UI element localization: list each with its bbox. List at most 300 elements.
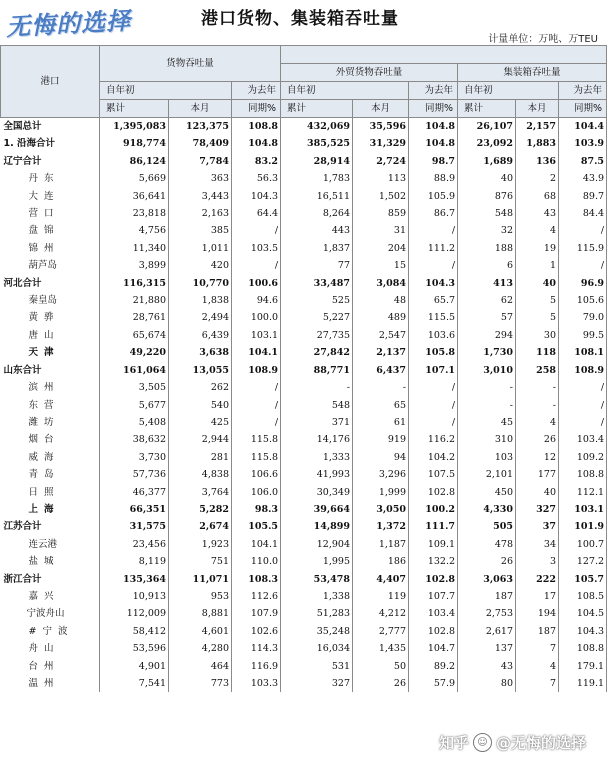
table-cell: 5 <box>516 309 559 326</box>
port-name: #宁波 <box>1 623 100 640</box>
header-port: 港口 <box>1 46 100 118</box>
header-since-start: 自年初 <box>458 82 559 100</box>
header-vs-last-year: 为去年 <box>232 82 281 100</box>
table-cell: 108.5 <box>559 588 607 605</box>
table-row <box>1 484 607 501</box>
table-row <box>1 588 607 605</box>
table-cell: 135,364 <box>100 571 169 588</box>
table-cell: 99.5 <box>559 327 607 344</box>
header-yoy-pct: 同期% <box>409 100 458 118</box>
table-cell: 80 <box>458 675 516 692</box>
table-cell: 43 <box>516 205 559 222</box>
table-cell: 104.4 <box>559 118 607 136</box>
table-cell: 89.2 <box>409 658 458 675</box>
table-cell: 413 <box>458 275 516 292</box>
table-cell: 478 <box>458 536 516 553</box>
table-cell: 78,409 <box>169 135 232 152</box>
table-cell: 11,340 <box>100 240 169 257</box>
table-row <box>1 605 607 622</box>
table-cell: 7 <box>516 640 559 657</box>
table-cell: - <box>458 397 516 414</box>
port-name: 日照 <box>1 484 100 501</box>
table-cell: 531 <box>281 658 353 675</box>
port-name: 嘉兴 <box>1 588 100 605</box>
table-cell: 107.7 <box>409 588 458 605</box>
port-name: 丹东 <box>1 170 100 187</box>
table-cell: 103.1 <box>232 327 281 344</box>
port-name: 台州 <box>1 658 100 675</box>
table-cell: 35,596 <box>353 118 409 136</box>
table-cell: 102.6 <box>232 623 281 640</box>
table-cell: 4 <box>516 658 559 675</box>
table-cell: 86.7 <box>409 205 458 222</box>
table-cell: 104.7 <box>409 640 458 657</box>
throughput-table <box>0 45 607 692</box>
port-name: 黄骅 <box>1 309 100 326</box>
table-cell: 258 <box>516 362 559 379</box>
table-cell: 1,011 <box>169 240 232 257</box>
table-cell: 161,064 <box>100 362 169 379</box>
table-cell: 1,995 <box>281 553 353 570</box>
table-cell: 100.7 <box>559 536 607 553</box>
table-cell: 100.0 <box>232 309 281 326</box>
port-name: 滨州 <box>1 379 100 396</box>
watermark <box>439 732 586 753</box>
header-this-month: 本月 <box>516 100 559 118</box>
table-cell: 1,783 <box>281 170 353 187</box>
table-cell: 8,264 <box>281 205 353 222</box>
table-cell: 64.4 <box>232 205 281 222</box>
table-cell: 3,063 <box>458 571 516 588</box>
table-cell: 222 <box>516 571 559 588</box>
port-name: 江苏合计 <box>1 518 100 535</box>
table-cell: 105.9 <box>409 188 458 205</box>
table-cell: 61 <box>353 414 409 431</box>
table-cell: 45 <box>458 414 516 431</box>
table-row <box>1 466 607 483</box>
table-cell: 40 <box>516 484 559 501</box>
table-cell: 98.7 <box>409 153 458 170</box>
table-cell: 104.3 <box>232 188 281 205</box>
table-cell: 43.9 <box>559 170 607 187</box>
table-cell: 104.1 <box>232 344 281 361</box>
table-cell: 918,774 <box>100 135 169 152</box>
table-cell: 204 <box>353 240 409 257</box>
table-cell: 118 <box>516 344 559 361</box>
port-name: 宁波舟山 <box>1 605 100 622</box>
table-row <box>1 327 607 344</box>
table-cell: 103.5 <box>232 240 281 257</box>
table-cell: 108.1 <box>559 344 607 361</box>
table-cell: 2,724 <box>353 153 409 170</box>
table-cell: / <box>409 257 458 274</box>
table-cell: 1,883 <box>516 135 559 152</box>
table-cell: 751 <box>169 553 232 570</box>
table-cell: 31 <box>353 222 409 239</box>
table-row <box>1 571 607 588</box>
table-cell: 115.8 <box>232 449 281 466</box>
table-cell: 10,913 <box>100 588 169 605</box>
watermark-author: @无悔的选择 <box>495 734 586 752</box>
table-cell: 26 <box>353 675 409 692</box>
table-cell: 113 <box>353 170 409 187</box>
table-cell: 187 <box>458 588 516 605</box>
table-cell: / <box>409 222 458 239</box>
table-cell: 3,050 <box>353 501 409 518</box>
table-cell: 1,837 <box>281 240 353 257</box>
table-cell: 103.3 <box>232 675 281 692</box>
table-cell: 65 <box>353 397 409 414</box>
table-cell: 327 <box>516 501 559 518</box>
table-cell: 119.1 <box>559 675 607 692</box>
table-cell: 443 <box>281 222 353 239</box>
table-cell: 110.0 <box>232 553 281 570</box>
table-cell: 2,547 <box>353 327 409 344</box>
table-row <box>1 188 607 205</box>
table-cell: 371 <box>281 414 353 431</box>
table-cell: 109.2 <box>559 449 607 466</box>
table-cell: 420 <box>169 257 232 274</box>
table-cell: 77 <box>281 257 353 274</box>
header-vs-last-year: 为去年 <box>409 82 458 100</box>
table-cell: 16,034 <box>281 640 353 657</box>
table-cell: / <box>409 414 458 431</box>
table-cell: 46,377 <box>100 484 169 501</box>
table-row <box>1 536 607 553</box>
port-name: 盘锦 <box>1 222 100 239</box>
table-cell: 6,437 <box>353 362 409 379</box>
table-cell: 88.9 <box>409 170 458 187</box>
port-name: 辽宁合计 <box>1 153 100 170</box>
table-cell: 26 <box>516 431 559 448</box>
table-cell: 65.7 <box>409 292 458 309</box>
table-cell: 4,330 <box>458 501 516 518</box>
table-cell: 108.8 <box>232 118 281 136</box>
table-cell: 3,638 <box>169 344 232 361</box>
table-cell: 57,736 <box>100 466 169 483</box>
table-cell: 57 <box>458 309 516 326</box>
table-row <box>1 553 607 570</box>
table-cell: 16,511 <box>281 188 353 205</box>
table-cell: 107.5 <box>409 466 458 483</box>
table-cell: 194 <box>516 605 559 622</box>
table-cell: 102.8 <box>409 571 458 588</box>
table-cell: 4 <box>516 414 559 431</box>
table-cell: 28,761 <box>100 309 169 326</box>
table-row <box>1 153 607 170</box>
table-cell: 2,944 <box>169 431 232 448</box>
table-row <box>1 449 607 466</box>
table-cell: 112.6 <box>232 588 281 605</box>
table-cell: 104.8 <box>409 135 458 152</box>
port-name: 温州 <box>1 675 100 692</box>
table-cell: 114.3 <box>232 640 281 657</box>
table-cell: 5,227 <box>281 309 353 326</box>
table-cell: 4,756 <box>100 222 169 239</box>
table-cell: 39,664 <box>281 501 353 518</box>
table-row <box>1 658 607 675</box>
zhihu-avatar-icon: ☺ <box>473 733 492 752</box>
port-name: 全国总计 <box>1 118 100 136</box>
table-cell: 3,505 <box>100 379 169 396</box>
port-name: 唐山 <box>1 327 100 344</box>
table-cell: 186 <box>353 553 409 570</box>
table-cell: 1,838 <box>169 292 232 309</box>
table-cell: 33,487 <box>281 275 353 292</box>
table-cell: 5,408 <box>100 414 169 431</box>
table-cell: / <box>409 379 458 396</box>
table-cell: 53,596 <box>100 640 169 657</box>
table-cell: 4,407 <box>353 571 409 588</box>
table-cell: / <box>559 379 607 396</box>
table-row <box>1 292 607 309</box>
table-cell: - <box>281 379 353 396</box>
table-row <box>1 640 607 657</box>
table-cell: / <box>559 222 607 239</box>
table-cell: 105.8 <box>409 344 458 361</box>
table-row <box>1 170 607 187</box>
table-cell: 105.5 <box>232 518 281 535</box>
table-cell: 4,601 <box>169 623 232 640</box>
table-cell: 105.6 <box>559 292 607 309</box>
table-row <box>1 135 607 152</box>
header-yoy-pct: 同期% <box>232 100 281 118</box>
table-cell: 87.5 <box>559 153 607 170</box>
table-cell: 102.8 <box>409 623 458 640</box>
header-container-group: 集装箱吞吐量 <box>458 64 607 82</box>
table-cell: 5 <box>516 292 559 309</box>
table-cell: 34 <box>516 536 559 553</box>
table-cell: 12,904 <box>281 536 353 553</box>
table-cell: 7,541 <box>100 675 169 692</box>
table-cell: 112.1 <box>559 484 607 501</box>
table-cell: 385 <box>169 222 232 239</box>
table-cell: / <box>232 379 281 396</box>
table-cell: 23,456 <box>100 536 169 553</box>
table-cell: 103.9 <box>559 135 607 152</box>
table-cell: 432,069 <box>281 118 353 136</box>
logo: 无悔的选择 <box>5 5 132 42</box>
table-cell: 111.2 <box>409 240 458 257</box>
port-name: 盐城 <box>1 553 100 570</box>
table-cell: 107.9 <box>232 605 281 622</box>
table-cell: 31,329 <box>353 135 409 152</box>
table-cell: 116.9 <box>232 658 281 675</box>
table-cell: 109.1 <box>409 536 458 553</box>
header-cargo-group: 货物吞吐量 <box>100 46 281 82</box>
table-cell: 98.3 <box>232 501 281 518</box>
table-cell: 17 <box>516 588 559 605</box>
table-cell: 4,838 <box>169 466 232 483</box>
table-cell: 1,435 <box>353 640 409 657</box>
table-cell: 8,881 <box>169 605 232 622</box>
table-cell: 108.9 <box>559 362 607 379</box>
table-cell: 3,443 <box>169 188 232 205</box>
table-cell: 104.3 <box>559 623 607 640</box>
table-cell: / <box>232 414 281 431</box>
table-cell: 103.1 <box>559 501 607 518</box>
port-name: 东营 <box>1 397 100 414</box>
table-cell: 26,107 <box>458 118 516 136</box>
table-cell: 2,617 <box>458 623 516 640</box>
table-cell: 4,901 <box>100 658 169 675</box>
table-cell: 281 <box>169 449 232 466</box>
table-cell: 84.4 <box>559 205 607 222</box>
table-cell: 15 <box>353 257 409 274</box>
table-cell: 104.8 <box>409 118 458 136</box>
table-cell: 1,338 <box>281 588 353 605</box>
table-cell: / <box>409 397 458 414</box>
table-cell: 1,730 <box>458 344 516 361</box>
table-cell: 115.8 <box>232 431 281 448</box>
table-cell: 94.6 <box>232 292 281 309</box>
table-cell: 104.1 <box>232 536 281 553</box>
table-cell: 23,092 <box>458 135 516 152</box>
table-cell: 62 <box>458 292 516 309</box>
table-cell: 102.8 <box>409 484 458 501</box>
table-cell: 101.9 <box>559 518 607 535</box>
table-cell: 19 <box>516 240 559 257</box>
table-cell: 38,632 <box>100 431 169 448</box>
table-cell: 36,641 <box>100 188 169 205</box>
table-cell: 83.2 <box>232 153 281 170</box>
table-cell: 385,525 <box>281 135 353 152</box>
table-row <box>1 240 607 257</box>
table-cell: 4 <box>516 222 559 239</box>
table-cell: 58,412 <box>100 623 169 640</box>
table-cell: 112,009 <box>100 605 169 622</box>
table-cell: 116,315 <box>100 275 169 292</box>
table-cell: 3,010 <box>458 362 516 379</box>
table-cell: 94 <box>353 449 409 466</box>
table-cell: 919 <box>353 431 409 448</box>
table-cell: 104.2 <box>409 449 458 466</box>
table-cell: 106.6 <box>232 466 281 483</box>
table-cell: 136 <box>516 153 559 170</box>
table-cell: 48 <box>353 292 409 309</box>
table-cell: 28,914 <box>281 153 353 170</box>
table-cell: 57.9 <box>409 675 458 692</box>
table-row <box>1 675 607 692</box>
table-cell: 1,187 <box>353 536 409 553</box>
table-cell: / <box>559 397 607 414</box>
table-row <box>1 431 607 448</box>
table-cell: 65,674 <box>100 327 169 344</box>
table-cell: / <box>232 257 281 274</box>
table-row <box>1 379 607 396</box>
table-cell: 27,735 <box>281 327 353 344</box>
port-name: 葫芦岛 <box>1 257 100 274</box>
port-name: 山东合计 <box>1 362 100 379</box>
table-cell: 5,669 <box>100 170 169 187</box>
header-vs-last-year: 为去年 <box>559 82 607 100</box>
table-cell: 8,119 <box>100 553 169 570</box>
port-name: 锦州 <box>1 240 100 257</box>
table-cell: 56.3 <box>232 170 281 187</box>
table-cell: 179.1 <box>559 658 607 675</box>
table-cell: 21,880 <box>100 292 169 309</box>
table-cell: 89.7 <box>559 188 607 205</box>
table-cell: 13,055 <box>169 362 232 379</box>
table-cell: 50 <box>353 658 409 675</box>
table-cell: 450 <box>458 484 516 501</box>
table-cell: 41,993 <box>281 466 353 483</box>
port-name: 舟山 <box>1 640 100 657</box>
table-row <box>1 397 607 414</box>
table-cell: 3,899 <box>100 257 169 274</box>
table-cell: / <box>232 222 281 239</box>
table-cell: 2,137 <box>353 344 409 361</box>
table-cell: 108.3 <box>232 571 281 588</box>
table-cell: / <box>232 397 281 414</box>
table-cell: 2,494 <box>169 309 232 326</box>
port-name: 威海 <box>1 449 100 466</box>
table-cell: 7,784 <box>169 153 232 170</box>
table-cell: 327 <box>281 675 353 692</box>
port-name: 大连 <box>1 188 100 205</box>
header-cumulative: 累计 <box>100 100 169 118</box>
table-cell: 27,842 <box>281 344 353 361</box>
table-cell: 31,575 <box>100 518 169 535</box>
table-cell: 1,689 <box>458 153 516 170</box>
table-cell: 5,282 <box>169 501 232 518</box>
table-cell: 953 <box>169 588 232 605</box>
table-row <box>1 257 607 274</box>
port-name: 青岛 <box>1 466 100 483</box>
page-title: 港口货物、集装箱吞吐量 <box>201 9 399 29</box>
table-cell: 26 <box>458 553 516 570</box>
table-cell: 4,212 <box>353 605 409 622</box>
table-cell: 35,248 <box>281 623 353 640</box>
port-name: 河北合计 <box>1 275 100 292</box>
table-cell: 6,439 <box>169 327 232 344</box>
table-cell: 1,502 <box>353 188 409 205</box>
table-cell: 4,280 <box>169 640 232 657</box>
table-cell: 188 <box>458 240 516 257</box>
table-cell: 103.4 <box>409 605 458 622</box>
header-this-month: 本月 <box>353 100 409 118</box>
table-cell: 1 <box>516 257 559 274</box>
table-cell: 2,157 <box>516 118 559 136</box>
table-cell: 96.9 <box>559 275 607 292</box>
table-cell: 2,753 <box>458 605 516 622</box>
table-cell: 132.2 <box>409 553 458 570</box>
port-name: 连云港 <box>1 536 100 553</box>
table-cell: 115.9 <box>559 240 607 257</box>
table-cell: 79.0 <box>559 309 607 326</box>
table-cell: 2,163 <box>169 205 232 222</box>
table-cell: 108.9 <box>232 362 281 379</box>
table-cell: 1,999 <box>353 484 409 501</box>
table-cell: 23,818 <box>100 205 169 222</box>
header-since-start: 自年初 <box>281 82 409 100</box>
table-cell: 137 <box>458 640 516 657</box>
table-row <box>1 344 607 361</box>
header-cumulative: 累计 <box>281 100 353 118</box>
table-cell: 3,730 <box>100 449 169 466</box>
table-cell: 3,764 <box>169 484 232 501</box>
table-row <box>1 501 607 518</box>
table-cell: 49,220 <box>100 344 169 361</box>
table-cell: 262 <box>169 379 232 396</box>
table-cell: 425 <box>169 414 232 431</box>
table-row <box>1 309 607 326</box>
table-cell: 111.7 <box>409 518 458 535</box>
port-name: 浙江合计 <box>1 571 100 588</box>
table-cell: 773 <box>169 675 232 692</box>
table-cell: 363 <box>169 170 232 187</box>
table-body <box>1 118 607 693</box>
